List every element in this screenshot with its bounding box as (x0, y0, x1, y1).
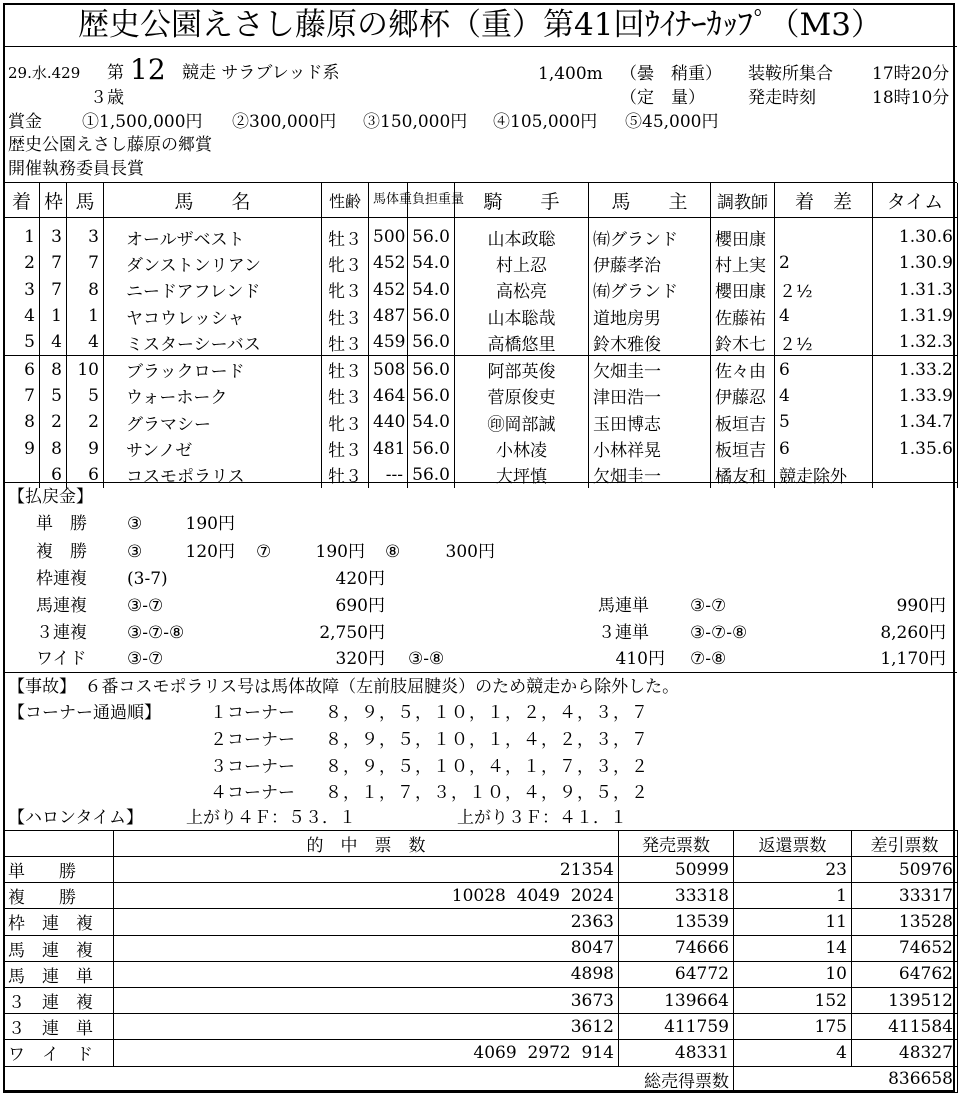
race-condition: （定 量） (620, 88, 705, 108)
wide-amount-2: 410円 (615, 649, 665, 669)
umaren-number: ③-⑦ (127, 596, 164, 616)
result-rank: 9 (4, 435, 40, 461)
result-rank: 1 (4, 218, 40, 251)
header-margin: 着 差 (775, 183, 873, 218)
votes-bet-type: 枠 連 複 (4, 909, 114, 935)
result-carry-weight: 56.0 (408, 435, 455, 461)
votes-sold-votes: 74666 (619, 935, 734, 961)
wide-amount-3: 1,170円 (880, 649, 946, 669)
result-horse-no: 1 (67, 303, 104, 329)
result-row (4, 356, 958, 383)
wide-number-2: ③-⑧ (408, 649, 445, 669)
result-trainer: 櫻田康 (711, 277, 775, 303)
result-margin: 4 (775, 303, 873, 329)
result-row (4, 409, 958, 435)
race-number: 12 (130, 53, 166, 86)
umaren-amount: 690円 (335, 596, 385, 616)
furlong-heading: 【ハロンタイム】 (8, 808, 143, 828)
result-body-weight: 464 (369, 383, 408, 409)
result-jockey: 山本政聡 (455, 218, 589, 251)
header-frame: 枠 (40, 183, 67, 218)
result-rank: 7 (4, 383, 40, 409)
votes-sold-votes: 33318 (619, 883, 734, 909)
result-sex-age: 牡３ (322, 303, 369, 329)
votes-bet-type: 馬 連 単 (4, 961, 114, 987)
result-sex-age: 牡３ (322, 435, 369, 461)
umatan-number: ③-⑦ (690, 596, 727, 616)
corner-label-1: １コーナー (210, 703, 295, 723)
result-horse-name: オールザベスト (104, 218, 322, 251)
result-sex-age: 牝３ (322, 409, 369, 435)
result-frame: 8 (40, 356, 67, 383)
payout-heading: 【払戻金】 (8, 487, 93, 507)
result-rank: 5 (4, 329, 40, 356)
votes-winning-votes: 2363 (114, 909, 619, 935)
divider (3, 482, 957, 483)
wide-number-3: ⑦-⑧ (690, 649, 727, 669)
votes-header-bet (4, 831, 114, 857)
votes-row (4, 909, 958, 935)
result-carry-weight: 56.0 (408, 303, 455, 329)
umatan-amount: 990円 (896, 596, 946, 616)
result-rank: 6 (4, 356, 40, 383)
header-body-weight: 馬体重 (369, 183, 408, 218)
votes-header-winning: 的 中 票 数 (114, 831, 619, 857)
prize-4: ④105,000円 (493, 112, 598, 132)
votes-refund-votes: 11 (734, 909, 852, 935)
result-sex-age: 牡３ (322, 383, 369, 409)
result-rank: 3 (4, 277, 40, 303)
votes-refund-votes: 152 (734, 987, 852, 1013)
votes-bet-type: ワ イ ド (4, 1040, 114, 1066)
result-frame: 7 (40, 250, 67, 276)
result-horse-name: ウォーホーク (104, 383, 322, 409)
votes-net-votes: 64762 (852, 961, 958, 987)
sanrentan-amount: 8,260円 (880, 623, 946, 643)
sanrentan-number: ③-⑦-⑧ (690, 623, 748, 643)
result-owner: 道地房男 (589, 303, 711, 329)
votes-refund-votes: 10 (734, 961, 852, 987)
result-row (4, 250, 958, 276)
header-horse-no: 馬 (67, 183, 104, 218)
result-sex-age: 牡３ (322, 218, 369, 251)
result-horse-name: ニードアフレンド (104, 277, 322, 303)
votes-row (4, 935, 958, 961)
wakuren-number: (3-7) (127, 569, 168, 589)
result-margin: 2 (775, 250, 873, 276)
votes-bet-type: 馬 連 複 (4, 935, 114, 961)
sanrenpuku-number: ③-⑦-⑧ (127, 623, 185, 643)
result-body-weight: 459 (369, 329, 408, 356)
votes-row (4, 857, 958, 883)
corner-label-3: ３コーナー (210, 757, 295, 777)
result-time: 1.35.6 (873, 435, 958, 461)
votes-row (4, 1014, 958, 1040)
header-time: タイム (873, 183, 958, 218)
result-jockey: 大坪慎 (455, 462, 589, 488)
result-frame: 1 (40, 303, 67, 329)
result-rank: 2 (4, 250, 40, 276)
result-body-weight: 508 (369, 356, 408, 383)
result-time (873, 462, 958, 488)
votes-bet-type: ３ 連 複 (4, 987, 114, 1013)
result-horse-no: 5 (67, 383, 104, 409)
award-2: 開催執務委員長賞 (8, 159, 144, 179)
start-time: 18時10分 (872, 88, 950, 108)
result-owner: 小林祥晃 (589, 435, 711, 461)
votes-total-row (4, 1066, 958, 1092)
result-jockey: 小林凌 (455, 435, 589, 461)
result-horse-name: ブラックロード (104, 356, 322, 383)
result-carry-weight: 56.0 (408, 329, 455, 356)
result-horse-no: 9 (67, 435, 104, 461)
corner-label-4: ４コーナー (210, 783, 295, 803)
gather-time: 17時20分 (872, 64, 950, 84)
race-weather: （曇 稍重） (620, 64, 722, 84)
start-label: 発走時刻 (748, 88, 816, 108)
votes-net-votes: 13528 (852, 909, 958, 935)
prize-2: ②300,000円 (232, 112, 337, 132)
gather-label: 装鞍所集合 (748, 64, 833, 84)
votes-header-sold: 発売票数 (619, 831, 734, 857)
result-jockey: 山本聡哉 (455, 303, 589, 329)
result-margin: 5 (775, 409, 873, 435)
result-body-weight: --- (369, 462, 408, 488)
result-horse-name: ミスターシーバス (104, 329, 322, 356)
result-body-weight: 487 (369, 303, 408, 329)
result-row (4, 383, 958, 409)
votes-winning-votes: 3673 (114, 987, 619, 1013)
fukusho-number-3: ⑧ (385, 542, 401, 562)
result-time: 1.34.7 (873, 409, 958, 435)
race-distance: 1,400m (538, 64, 603, 84)
header-owner: 馬 主 (589, 183, 711, 218)
incident-note: 【事故】 ６番コスモポラリス号は馬体故障（左前肢屈腱炎）のため競走から除外した。 (8, 677, 680, 697)
result-owner: ㈲グランド (589, 218, 711, 251)
result-margin: 競走除外 (775, 462, 873, 488)
header-carry-weight: 負担重量 (408, 183, 455, 218)
result-owner: ㈲グランド (589, 277, 711, 303)
award-1: 歴史公園えさし藤原の郷賞 (8, 135, 212, 155)
votes-net-votes: 50976 (852, 857, 958, 883)
votes-net-votes: 33317 (852, 883, 958, 909)
result-time: 1.30.9 (873, 250, 958, 276)
votes-net-votes: 48327 (852, 1040, 958, 1066)
votes-refund-votes: 4 (734, 1040, 852, 1066)
result-time: 1.30.6 (873, 218, 958, 251)
result-row (4, 462, 958, 488)
votes-header (4, 831, 958, 857)
fukusho-amount-2: 190円 (315, 542, 365, 562)
votes-winning-votes: 8047 (114, 935, 619, 961)
result-owner: 伊藤孝治 (589, 250, 711, 276)
votes-winning-votes: 4898 (114, 961, 619, 987)
tansho-number: ③ (127, 514, 143, 534)
corner-label-2: ２コーナー (210, 730, 295, 750)
result-carry-weight: 54.0 (408, 277, 455, 303)
result-owner: 玉田博志 (589, 409, 711, 435)
wakuren-label: 枠連複 (36, 569, 87, 589)
votes-table (3, 830, 958, 1093)
results-table (3, 183, 958, 488)
race-date: 29.水.429 (8, 64, 81, 82)
wide-amount-1: 320円 (335, 649, 385, 669)
result-jockey: 高橋悠里 (455, 329, 589, 356)
result-carry-weight: 56.0 (408, 383, 455, 409)
result-time: 1.31.3 (873, 277, 958, 303)
votes-row (4, 987, 958, 1013)
prize-1: ①1,500,000円 (82, 112, 203, 132)
result-carry-weight: 54.0 (408, 250, 455, 276)
result-horse-no: 7 (67, 250, 104, 276)
result-time: 1.31.9 (873, 303, 958, 329)
votes-winning-votes: 3612 (114, 1014, 619, 1040)
result-horse-no: 10 (67, 356, 104, 383)
votes-net-votes: 74652 (852, 935, 958, 961)
corner-order-3: ８，９，５，１０，４，１，７，３，２ (325, 757, 649, 777)
result-horse-name: グラマシー (104, 409, 322, 435)
result-frame: 4 (40, 329, 67, 356)
votes-total-label: 総売得票数 (4, 1066, 734, 1092)
result-time: 1.33.9 (873, 383, 958, 409)
page-title: 歴史公園えさし藤原の郷杯（重）第41回ｳｲﾅｰｶｯﾌﾟ（M3） (78, 7, 882, 43)
result-trainer: 村上実 (711, 250, 775, 276)
votes-winning-votes: 21354 (114, 857, 619, 883)
result-body-weight: 440 (369, 409, 408, 435)
result-body-weight: 452 (369, 277, 408, 303)
result-trainer: 佐々由 (711, 356, 775, 383)
votes-sold-votes: 13539 (619, 909, 734, 935)
result-body-weight: 452 (369, 250, 408, 276)
fukusho-amount-1: 120円 (185, 542, 235, 562)
votes-row (4, 1040, 958, 1066)
prize-5: ⑤45,000円 (625, 112, 719, 132)
corner-order-2: ８，９，５，１０，１，４，２，３，７ (325, 730, 649, 750)
header-trainer: 調教師 (711, 183, 775, 218)
votes-refund-votes: 23 (734, 857, 852, 883)
result-sex-age: 牡３ (322, 329, 369, 356)
prize-3: ③150,000円 (363, 112, 468, 132)
sanrenpuku-amount: 2,750円 (319, 623, 385, 643)
result-horse-no: 4 (67, 329, 104, 356)
result-horse-name: コスモポラリス (104, 462, 322, 488)
votes-total-value: 836658 (734, 1066, 958, 1092)
result-margin (775, 218, 873, 251)
divider (3, 46, 957, 47)
result-horse-no: 3 (67, 218, 104, 251)
result-rank: 4 (4, 303, 40, 329)
tansho-amount: 190円 (185, 514, 235, 534)
fukusho-amount-3: 300円 (445, 542, 495, 562)
result-row (4, 329, 958, 356)
header-rank: 着 (4, 183, 40, 218)
result-owner: 欠畑圭一 (589, 462, 711, 488)
result-frame: 8 (40, 435, 67, 461)
result-sex-age: 牝３ (322, 250, 369, 276)
result-owner: 鈴木雅俊 (589, 329, 711, 356)
wide-label: ワイド (36, 649, 87, 669)
header-horse-name: 馬 名 (104, 183, 322, 218)
result-horse-name: ダンストンリアン (104, 250, 322, 276)
result-horse-name: ヤコウレッシャ (104, 303, 322, 329)
result-trainer: 橘友和 (711, 462, 775, 488)
prize-label: 賞金 (8, 112, 42, 132)
result-trainer: 板垣吉 (711, 435, 775, 461)
result-trainer: 鈴木七 (711, 329, 775, 356)
result-carry-weight: 54.0 (408, 409, 455, 435)
result-jockey: 高松亮 (455, 277, 589, 303)
sanrentan-label: ３連単 (598, 623, 649, 643)
result-body-weight: 500 (369, 218, 408, 251)
result-frame: 5 (40, 383, 67, 409)
header-jockey: 騎 手 (455, 183, 589, 218)
votes-header-refund: 返還票数 (734, 831, 852, 857)
votes-sold-votes: 50999 (619, 857, 734, 883)
votes-sold-votes: 48331 (619, 1040, 734, 1066)
result-body-weight: 481 (369, 435, 408, 461)
result-time: 1.33.2 (873, 356, 958, 383)
fukusho-number-1: ③ (127, 542, 143, 562)
result-time: 1.32.3 (873, 329, 958, 356)
corner-order-4: ８，１，７，３，１０，４，９，５，２ (325, 783, 649, 803)
result-margin: 6 (775, 356, 873, 383)
result-sex-age: 牡３ (322, 356, 369, 383)
result-owner: 欠畑圭一 (589, 356, 711, 383)
wakuren-amount: 420円 (335, 569, 385, 589)
votes-bet-type: 単 勝 (4, 857, 114, 883)
votes-winning-votes: 4069 2972 914 (114, 1040, 619, 1066)
result-horse-no: 2 (67, 409, 104, 435)
result-horse-no: 6 (67, 462, 104, 488)
result-frame: 7 (40, 277, 67, 303)
result-owner: 津田浩一 (589, 383, 711, 409)
result-rank (4, 462, 40, 488)
result-rank: 8 (4, 409, 40, 435)
votes-row (4, 961, 958, 987)
result-trainer: 櫻田康 (711, 218, 775, 251)
result-horse-name: サンノゼ (104, 435, 322, 461)
result-frame: 6 (40, 462, 67, 488)
wide-number-1: ③-⑦ (127, 649, 164, 669)
corner-heading: 【コーナー通過順】 (8, 703, 161, 723)
result-jockey: 阿部英俊 (455, 356, 589, 383)
results-header (4, 183, 958, 218)
corner-order-1: ８，９，５，１０，１，２，４，３，７ (325, 703, 649, 723)
result-jockey: 菅原俊吏 (455, 383, 589, 409)
votes-refund-votes: 14 (734, 935, 852, 961)
votes-sold-votes: 64772 (619, 961, 734, 987)
votes-winning-votes: 10028 4049 2024 (114, 883, 619, 909)
result-carry-weight: 56.0 (408, 462, 455, 488)
race-type: 競走 サラブレッド系 (182, 63, 340, 83)
result-trainer: 伊藤忍 (711, 383, 775, 409)
result-row (4, 218, 958, 251)
fukusho-number-2: ⑦ (256, 542, 272, 562)
result-carry-weight: 56.0 (408, 218, 455, 251)
votes-row (4, 883, 958, 909)
result-margin: 4 (775, 383, 873, 409)
result-row (4, 277, 958, 303)
votes-refund-votes: 175 (734, 1014, 852, 1040)
votes-net-votes: 411584 (852, 1014, 958, 1040)
votes-sold-votes: 139664 (619, 987, 734, 1013)
votes-net-votes: 139512 (852, 987, 958, 1013)
header-sex-age: 性齢 (322, 183, 369, 218)
race-age: ３歳 (90, 88, 124, 108)
result-sex-age: 牝３ (322, 277, 369, 303)
tansho-label: 単 勝 (36, 514, 87, 534)
divider (3, 672, 957, 673)
result-trainer: 佐藤祐 (711, 303, 775, 329)
votes-refund-votes: 1 (734, 883, 852, 909)
sanrenpuku-label: ３連複 (36, 623, 87, 643)
umaren-label: 馬連複 (36, 596, 87, 616)
race-prefix: 第 (107, 63, 124, 83)
result-margin: 6 (775, 435, 873, 461)
votes-header-net: 差引票数 (852, 831, 958, 857)
votes-bet-type: ３ 連 単 (4, 1014, 114, 1040)
result-row (4, 303, 958, 329)
votes-sold-votes: 411759 (619, 1014, 734, 1040)
result-carry-weight: 56.0 (408, 356, 455, 383)
furlong-last4: 上がり４Ｆ：５３．１ (186, 808, 356, 828)
result-sex-age: 牡３ (322, 462, 369, 488)
umatan-label: 馬連単 (598, 596, 649, 616)
result-trainer: 板垣吉 (711, 409, 775, 435)
result-margin: ２½ (775, 277, 873, 303)
result-frame: 3 (40, 218, 67, 251)
result-margin: ２½ (775, 329, 873, 356)
result-row (4, 435, 958, 461)
votes-bet-type: 複 勝 (4, 883, 114, 909)
fukusho-label: 複 勝 (36, 542, 87, 562)
result-jockey: 村上忍 (455, 250, 589, 276)
result-jockey: ㊞岡部誠 (455, 409, 589, 435)
result-frame: 2 (40, 409, 67, 435)
furlong-last3: 上がり３Ｆ：４１．１ (457, 808, 627, 828)
result-horse-no: 8 (67, 277, 104, 303)
